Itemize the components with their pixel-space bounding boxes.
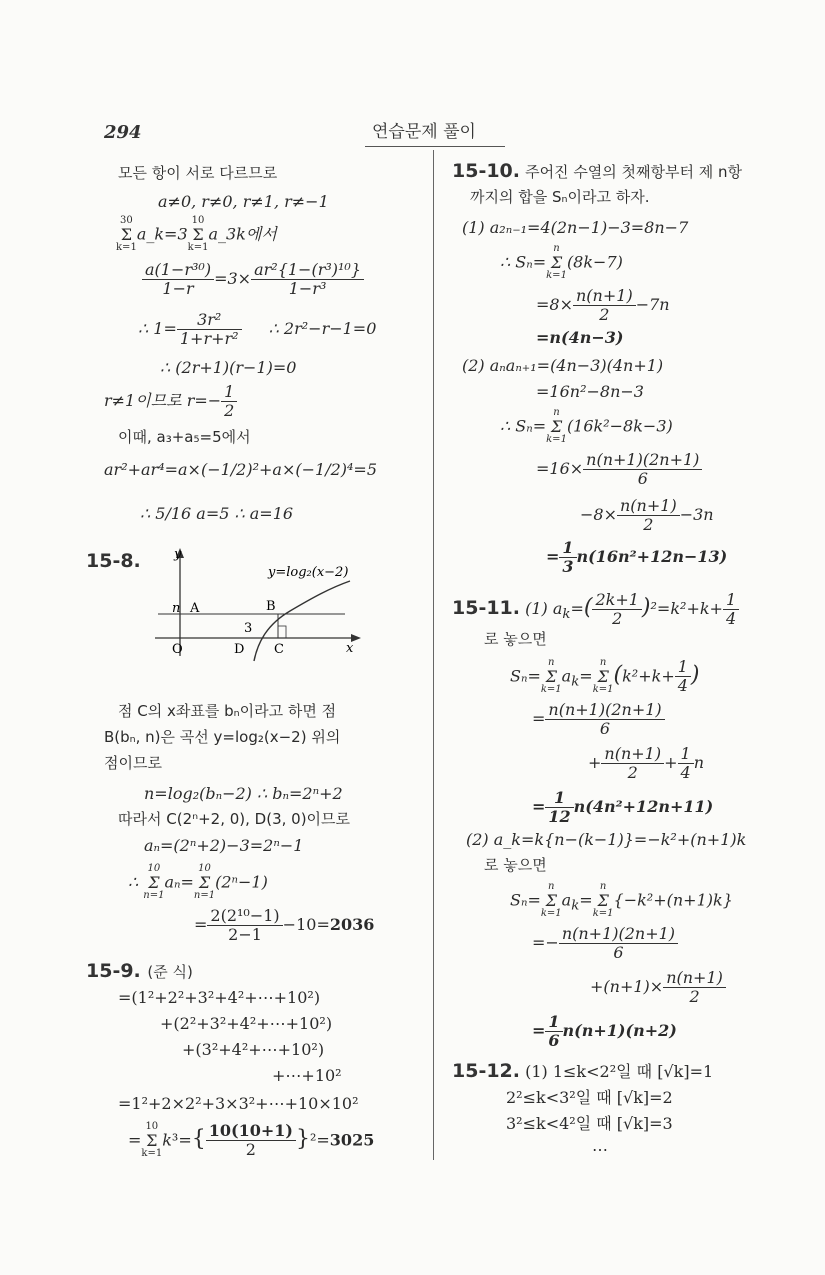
math-line: +⋯+10² <box>272 1066 342 1085</box>
math-line: 30 Σ k=1a_k=310 Σ k=1a_3k에서 <box>116 215 277 254</box>
text-line: 로 놓으면 <box>484 856 547 874</box>
page-title: 연습문제 풀이 <box>372 122 476 142</box>
origin-label: O <box>172 642 183 657</box>
math-line: Sₙ=n Σ $k=1a_k=n$ Σ k=1{−k²+(n+1)k} <box>510 881 733 920</box>
math-line: ∴ 10 Σ n=1aₙ=10 Σ n=1(2ⁿ−1) <box>128 863 268 902</box>
text-line: 까지의 합을 Sₙ이라고 하자. <box>470 188 650 206</box>
math-line: ∴ Sₙ=n Σ k=1(8k−7) <box>500 243 623 282</box>
n-label: n <box>172 601 181 616</box>
sigma-symbol: 30 Σ k=1 <box>116 215 137 254</box>
math-line: ∴ Sₙ=n Σ k=1(16k²−8k−3) <box>500 407 673 446</box>
math-line: = $\frac{1}{6}$ n(n+1)(n+2) <box>532 1012 677 1050</box>
math-line: Sₙ=n Σ $k=1a_k=n$ Σ k=1(k²+k+ $\frac{1}{4}$ ) <box>510 657 700 696</box>
page-number: 294 <box>104 122 142 143</box>
math-line: ar²+ar⁴=a×(−1/2)²+a×(−1/2)⁴=5 <box>104 460 378 479</box>
text-line: 모든 항이 서로 다르므로 <box>118 164 278 182</box>
text-line: 점 C의 x좌표를 bₙ이라고 하면 점 <box>118 702 337 720</box>
y-axis-label: y <box>174 547 182 562</box>
math-line: =1²+2×2²+3×3²+⋯+10×10² <box>118 1094 359 1113</box>
math-line: ∴ 1= $\frac{\text{3r²}}{\text{1+r+r²}}$ ∴ 2r²−r−1=0 <box>138 310 377 348</box>
math-line: (2) aₙaₙ₊₁=(4n−3)(4n+1) <box>462 356 664 375</box>
math-line: + $\frac{n(n+1)}{2}$ + $\frac{1}{4}$ n <box>588 744 704 782</box>
math-line: ∴ 5/16 a=5 ∴ a=16 <box>140 504 294 523</box>
problem-15-11-header: 15-11. (1) $a_k=$( $\frac{2k+1}{2}$ )²=k²+k+ $\frac{1}{4}$ <box>452 592 739 627</box>
math-line: =− $\frac{n(n+1)(2n+1)}{6}$ <box>532 926 678 961</box>
math-line: = $\frac{1}{12}$ n(4n²+12n+11) <box>532 788 714 826</box>
problem-15-10-header: 15-10. 주어진 수열의 첫째항부터 제 n항 <box>452 160 743 182</box>
math-line: (1) a₂ₙ₋₁=4(2n−1)−3=8n−7 <box>462 218 689 237</box>
problem-number: 15-8. <box>86 550 141 572</box>
math-line: ∴ (2r+1)(r−1)=0 <box>160 358 297 377</box>
sigma-symbol: 10 Σ k=1 <box>187 215 209 254</box>
text-line: 로 놓으면 <box>484 630 547 648</box>
math-line: +(2²+3²+4²+⋯+10²) <box>160 1014 333 1033</box>
math-line: =16× $\frac{n(n+1)(2n+1)}{6}$ <box>536 452 702 487</box>
math-line: =8× $\frac{n(n+1)}{2}$ −7n <box>536 286 670 324</box>
math-line: = $\frac{1}{3}$ n(16n²+12n−13) <box>546 538 728 576</box>
point-d-label: D <box>234 642 245 657</box>
text-line: 이때, a₃+a₅=5에서 <box>118 428 251 446</box>
math-line: a≠0, r≠0, r≠1, r≠−1 <box>158 192 329 211</box>
text-line: 따라서 C(2ⁿ+2, 0), D(3, 0)이므로 <box>118 810 351 828</box>
point-a-label: A <box>190 601 200 616</box>
point-b-label: B <box>266 599 276 614</box>
math-line: $\frac{\text{a(1−r³⁰)}}{1-r}$ =3× $\frac{\text{ar²\{1−(r³)¹⁰\}}}{\text{1−r³}}$ <box>142 262 364 297</box>
math-line: 2²≤k<3²일 때 [√k]=2 <box>506 1088 673 1107</box>
math-line: = $\frac{n(n+1)(2n+1)}{6}$ <box>532 702 665 737</box>
math-line: +(3²+4²+⋯+10²) <box>182 1040 325 1059</box>
header-underline <box>365 146 505 147</box>
math-line: (2) a_k=k{n−(k−1)}=−k²+(n+1)k <box>466 830 747 849</box>
three-label: 3 <box>244 621 253 636</box>
math-line: n=log₂(bₙ−2) ∴ bₙ=2ⁿ+2 <box>144 784 343 803</box>
math-line: =(1²+2²+3²+4²+⋯+10²) <box>118 988 321 1007</box>
problem-number: 15-9. (준 식) <box>86 960 193 982</box>
log-graph <box>150 546 365 666</box>
point-c-label: C <box>274 642 284 657</box>
problem-15-12-header: 15-12. (1) 1≤k<2²일 때 [√k]=1 <box>452 1060 714 1082</box>
math-line: =n(4n−3) <box>536 328 624 347</box>
math-line: = $\frac{\text{2(2¹⁰−1)}}{2-1}$ −10=2036 <box>194 906 375 944</box>
math-line: =10 Σ k=1k³={ $\frac{10(10+1)}{2}$ }²=3025 <box>128 1121 375 1160</box>
math-line: ⋯ <box>592 1140 608 1159</box>
text-line: 점이므로 <box>104 754 162 772</box>
text-line: B(bₙ, n)은 곡선 y=log₂(x−2) 위의 <box>104 728 341 746</box>
math-line: =16n²−8n−3 <box>536 382 644 401</box>
math-line: 3²≤k<4²일 때 [√k]=3 <box>506 1114 673 1133</box>
math-line: aₙ=(2ⁿ+2)−3=2ⁿ−1 <box>144 836 304 855</box>
math-line: +(n+1)× $\frac{n(n+1)}{2}$ <box>590 970 726 1005</box>
x-axis-label: x <box>346 641 354 656</box>
curve-label: y=log₂(x−2) <box>268 565 349 580</box>
column-divider <box>433 150 434 1160</box>
math-line: −8× $\frac{n(n+1)}{2}$ −3n <box>580 496 714 534</box>
math-line: r≠1이므로 r=− $\frac{1}{2}$ <box>104 384 237 419</box>
